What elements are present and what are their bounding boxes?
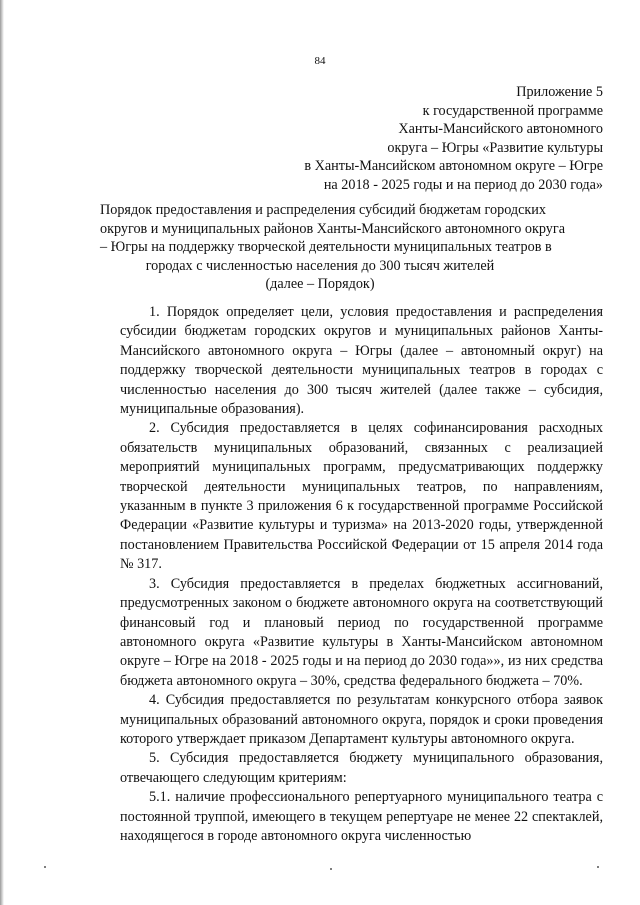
attachment-line: округа – Югры «Развитие культуры (387, 139, 603, 156)
title-line: городах с численностью населения до 300 тысяч жителей (145, 257, 495, 274)
paragraph-5-1: 5.1. наличие профессионального репертуарного муниципального театра с постоянной труппой, имеющего в текущем репертуаре не менее 22 спектаклей, находящегося в городе автономного округа численностью (120, 789, 603, 844)
title-line: Порядок предоставления и распределения субсидий бюджетам городских (100, 202, 546, 218)
paragraph-5: 5. Субсидия предоставляется бюджету муниципального образования, отвечающего следующим критериям: (120, 750, 603, 786)
title-line: – Югры на поддержку творческой деятельности муниципальных театров в (100, 239, 552, 256)
attachment-line: в Ханты-Мансийском автономном округе – Югре (304, 158, 603, 175)
title-line: (далее – Порядок) (265, 276, 375, 293)
title-line: округов и муниципальных районов Ханты-Мансийского автономного округа (100, 220, 565, 237)
attachment-line: на 2018 - 2025 годы и на период до 2030 года» (323, 176, 603, 193)
paragraph-4: 4. Субсидия предоставляется по результатам конкурсного отбора заявок муниципальных образований автономного округа, порядок и сроки проведения которого утверждает приказом Департамент культуры автономного округа. (120, 692, 603, 747)
scan-speck (597, 866, 599, 868)
paragraph-3: 3. Субсидия предоставляется в пределах бюджетных ассигнований, предусмотренных законом о бюджете автономного округа на соответствующий финансовый год и плановый период по государственной программе автономного округа «Развитие культуры в Ханты-Мансийском автономном округе – Югре на 2018 - 2025 годы и на период до 2030 года»», из них средства бюджета автономного округа – 30%, средства федерального бюджета – 70%. (120, 575, 603, 689)
scan-edge (0, 0, 4, 905)
scan-speck (330, 868, 332, 870)
attachment-line: Ханты-Мансийского автономного (398, 121, 603, 138)
paragraph-2: 2. Субсидия предоставляется в целях софинансирования расходных обязательств муниципальных образований, связанных с реализацией мероприятий муниципальных программ, предусматривающих поддержку творческой деятельности муниципальных театров, по направлениям, указанным в пункте 3 приложения 6 к государственной программе Российской Федерации «Развитие культуры и туризма» на 2013-2020 годы, утвержденной постановлением Правительства Российской Федерации от 15 апреля 2014 года № 317. (120, 420, 603, 573)
page-number: 84 (314, 55, 326, 67)
scan-speck (44, 866, 46, 868)
document-body (120, 303, 603, 846)
attachment-line: Приложение 5 (516, 84, 603, 100)
attachment-header (143, 83, 603, 195)
paragraph-1: 1. Порядок определяет цели, условия предоставления и распределения субсидии бюджетам городских округов и муниципальных районов Ханты-Мансийского автономного округа – Югры (далее – автономный округ) на поддержку творческой деятельности муниципальных театров в городах с численностью населения до 300 тысяч жителей (далее также – субсидия, муниципальные образования). (120, 304, 603, 418)
document-title (100, 201, 565, 294)
attachment-line: к государственной программе (422, 102, 603, 119)
